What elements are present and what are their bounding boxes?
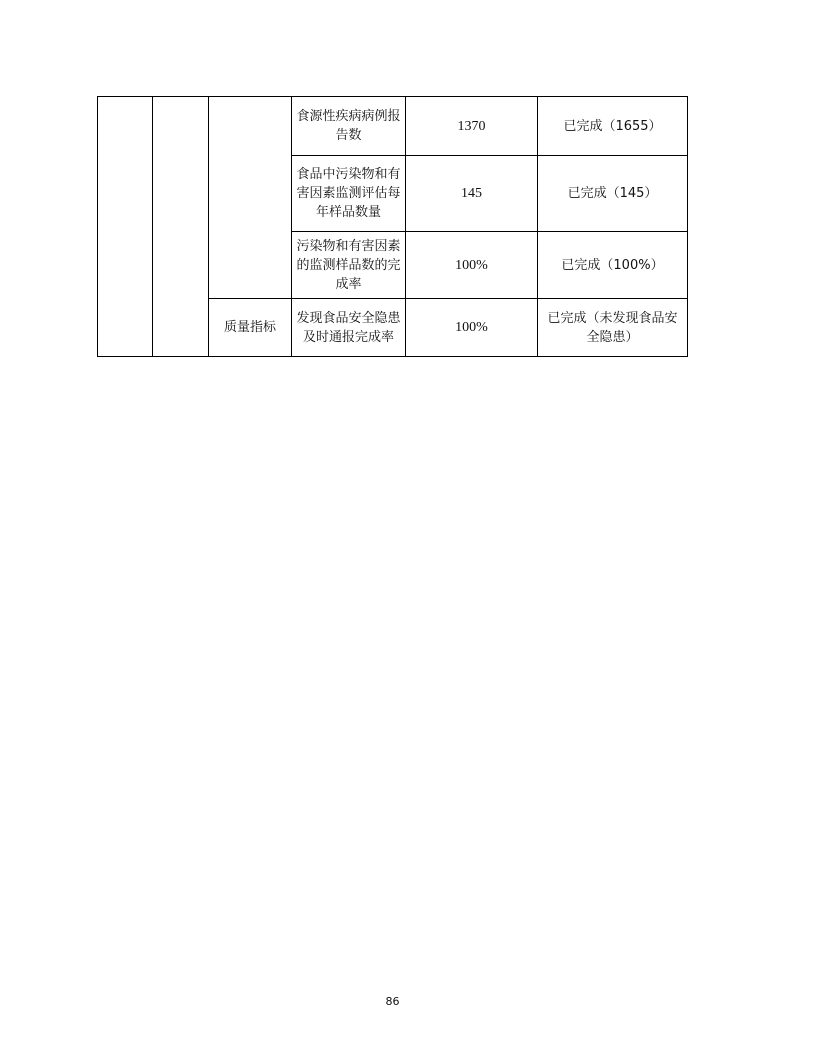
target-value-cell: 100% (406, 299, 538, 357)
empty-secondary-indicator-cell (209, 97, 292, 299)
indicator-name-cell: 污染物和有害因素的监测样品数的完成率 (292, 232, 406, 299)
target-value-cell: 1370 (406, 97, 538, 156)
completion-status-cell: 已完成（未发现食品安全隐患） (538, 299, 688, 357)
completion-status-cell: 已完成（145） (538, 156, 688, 232)
completion-status-cell: 已完成（100%） (538, 232, 688, 299)
secondary-indicator-cell: 质量指标 (209, 299, 292, 357)
performance-indicator-table (97, 96, 688, 357)
indicator-name-cell: 发现食品安全隐患及时通报完成率 (292, 299, 406, 357)
indicator-name-cell: 食品中污染物和有害因素监测评估每年样品数量 (292, 156, 406, 232)
target-value-cell: 100% (406, 232, 538, 299)
indicator-name-cell: 食源性疾病病例报告数 (292, 97, 406, 156)
completion-status-cell: 已完成（1655） (538, 97, 688, 156)
empty-primary-indicator-cell (153, 97, 209, 357)
target-value-cell: 145 (406, 156, 538, 232)
table-row (98, 97, 688, 156)
page-number: 86 (385, 995, 400, 1008)
empty-category-cell (98, 97, 153, 357)
